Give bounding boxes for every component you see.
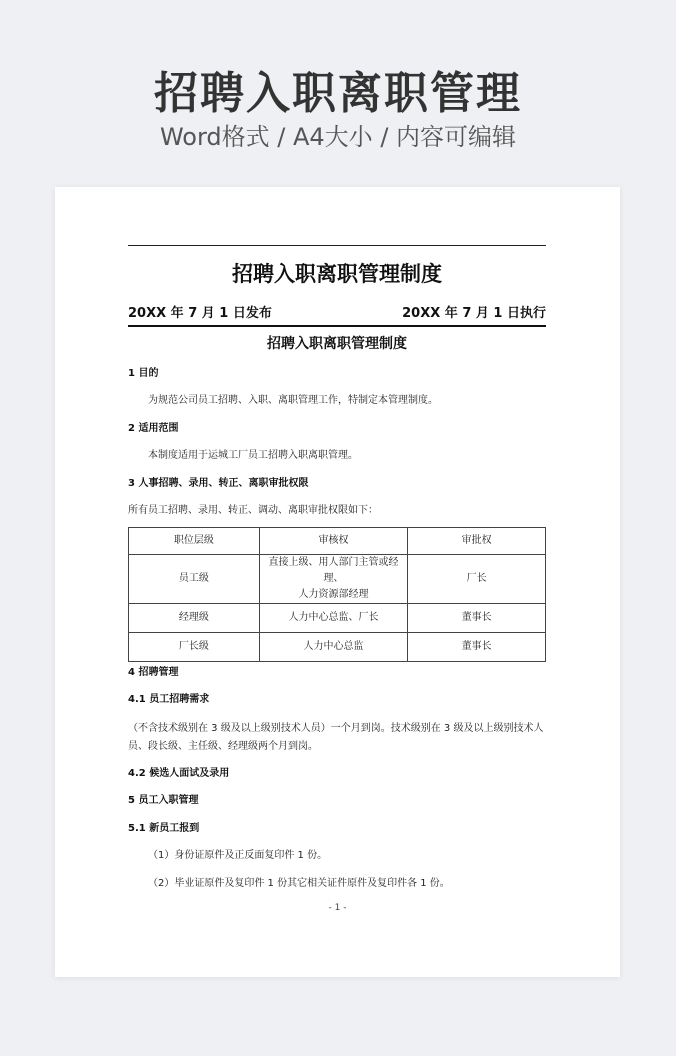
publish-date: 20XX 年 7 月 1 日发布 [128,306,272,321]
table-cell-line: 人力资源部经理 [298,589,369,600]
table-cell: 人力中心总监 [259,633,408,662]
table-row [129,633,546,662]
table-row [129,604,546,633]
section-4-2-heading: 4.2 候选人面试及录用 [128,768,230,779]
table-header-cell: 职位层级 [129,528,260,555]
section-2-text: 本制度适用于运城工厂员工招聘入职离职管理。 [148,450,358,461]
table-cell: 经理级 [129,604,260,633]
table-row [129,555,546,604]
table-cell: 员工级 [129,555,260,604]
section-3-heading: 3 人事招聘、录用、转正、离职审批权限 [128,478,309,489]
table-cell: 董事长 [408,633,546,662]
table-header-cell: 审核权 [259,528,408,555]
table-cell: 董事长 [408,604,546,633]
table-cell-line: 直接上级、用人部门主管或经理、 [268,557,399,584]
banner-title: 招聘入职离职管理 [154,68,522,119]
section-1-heading: 1 目的 [128,368,159,379]
table-header-cell: 审批权 [408,528,546,555]
section-5-1-heading: 5.1 新员工报到 [128,823,200,834]
date-row [128,305,546,327]
section-4-heading: 4 招聘管理 [128,667,179,678]
banner-subtitle: Word格式 / A4大小 / 内容可编辑 [159,123,517,151]
section-2-heading: 2 适用范围 [128,423,179,434]
header-rule [128,245,546,246]
section-5-heading: 5 员工入职管理 [128,795,199,806]
table-cell: 厂长级 [129,633,260,662]
section-4-1-text: （不含技术级别在 3 级及以上级别技术人员）一个月到岗。技术级别在 3 级及以上级别技术人员、段长级、主任级、经理级两个月到岗。 [128,723,544,752]
table-cell: 厂长 [408,555,546,604]
approval-table [128,527,546,662]
section-5-1-item: （2）毕业证原件及复印件 1 份其它相关证件原件及复印件各 1 份。 [148,878,450,889]
document-title: 招聘入职离职管理制度 [232,262,442,286]
section-5-1-item: （1）身份证原件及正反面复印件 1 份。 [148,850,328,861]
document-subtitle: 招聘入职离职管理制度 [267,336,407,352]
table-cell: 人力中心总监、厂长 [259,604,408,633]
section-3-intro: 所有员工招聘、录用、转正、调动、离职审批权限如下： [128,505,378,516]
page-number: - 1 - [328,903,347,913]
effective-date: 20XX 年 7 月 1 日执行 [402,306,546,321]
document-page [55,187,620,977]
section-4-1-heading: 4.1 员工招聘需求 [128,694,210,705]
table-cell [259,555,408,604]
table-header-row [129,528,546,555]
section-1-text: 为规范公司员工招聘、入职、离职管理工作，特制定本管理制度。 [148,395,438,406]
